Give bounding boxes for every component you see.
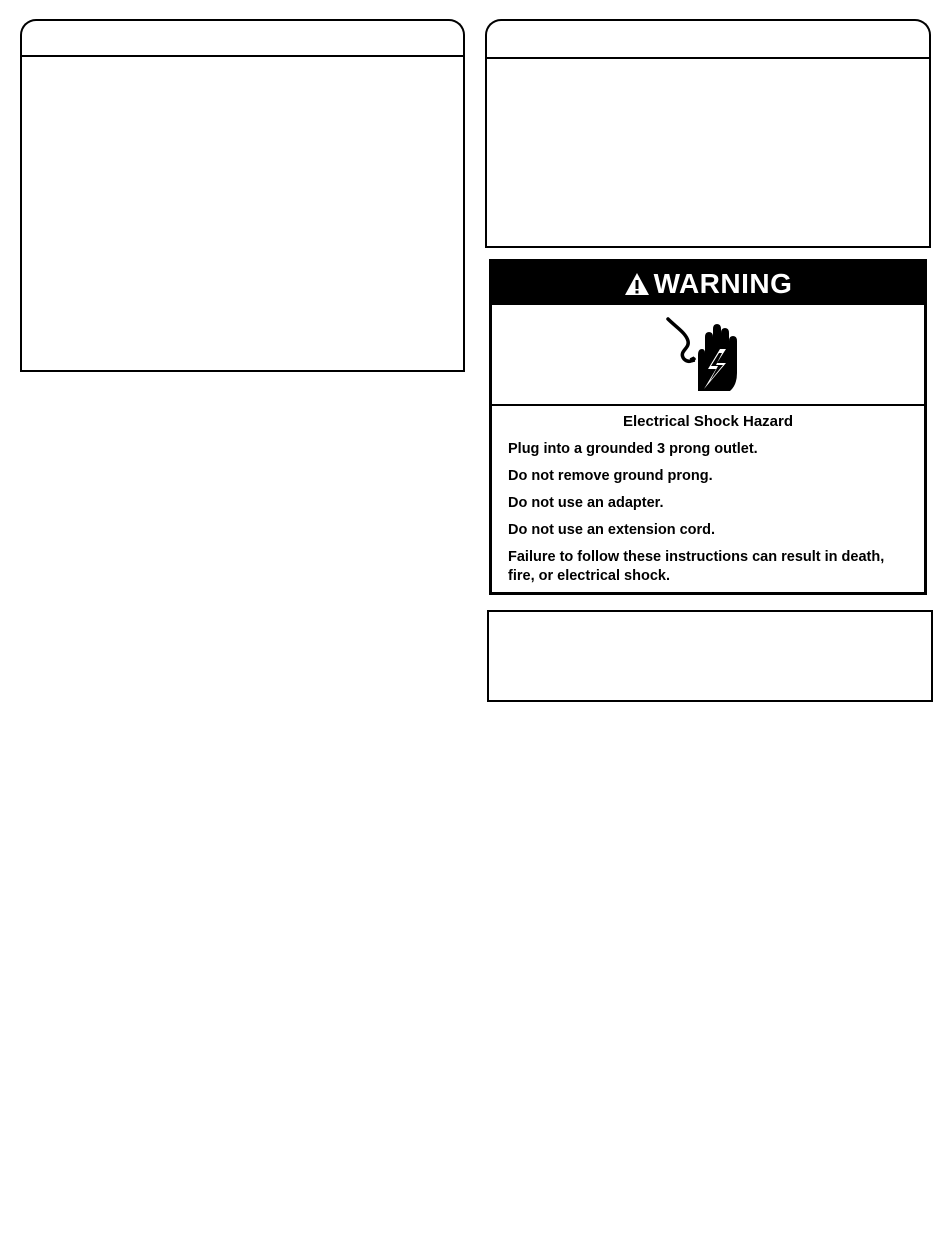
electrical-shock-hand-icon [664, 315, 740, 395]
alert-triangle-icon [624, 272, 650, 296]
warning-icon-area [492, 305, 924, 406]
warning-title: WARNING [653, 267, 793, 299]
warning-header [492, 262, 924, 305]
right-panel [485, 57, 931, 248]
warning-box [489, 259, 927, 595]
note-box [487, 610, 933, 702]
left-panel [20, 55, 465, 372]
warning-line: fire, or electrical shock. [508, 568, 670, 584]
warning-line: Do not use an adapter. [508, 495, 664, 511]
warning-line: Do not remove ground prong. [508, 468, 713, 484]
warning-line: Plug into a grounded 3 prong outlet. [508, 441, 758, 457]
hazard-title: Electrical Shock Hazard [622, 413, 794, 430]
warning-text [492, 406, 924, 592]
warning-line: Do not use an extension cord. [508, 522, 716, 538]
warning-line: Failure to follow these instructions can result in death, [508, 549, 885, 565]
